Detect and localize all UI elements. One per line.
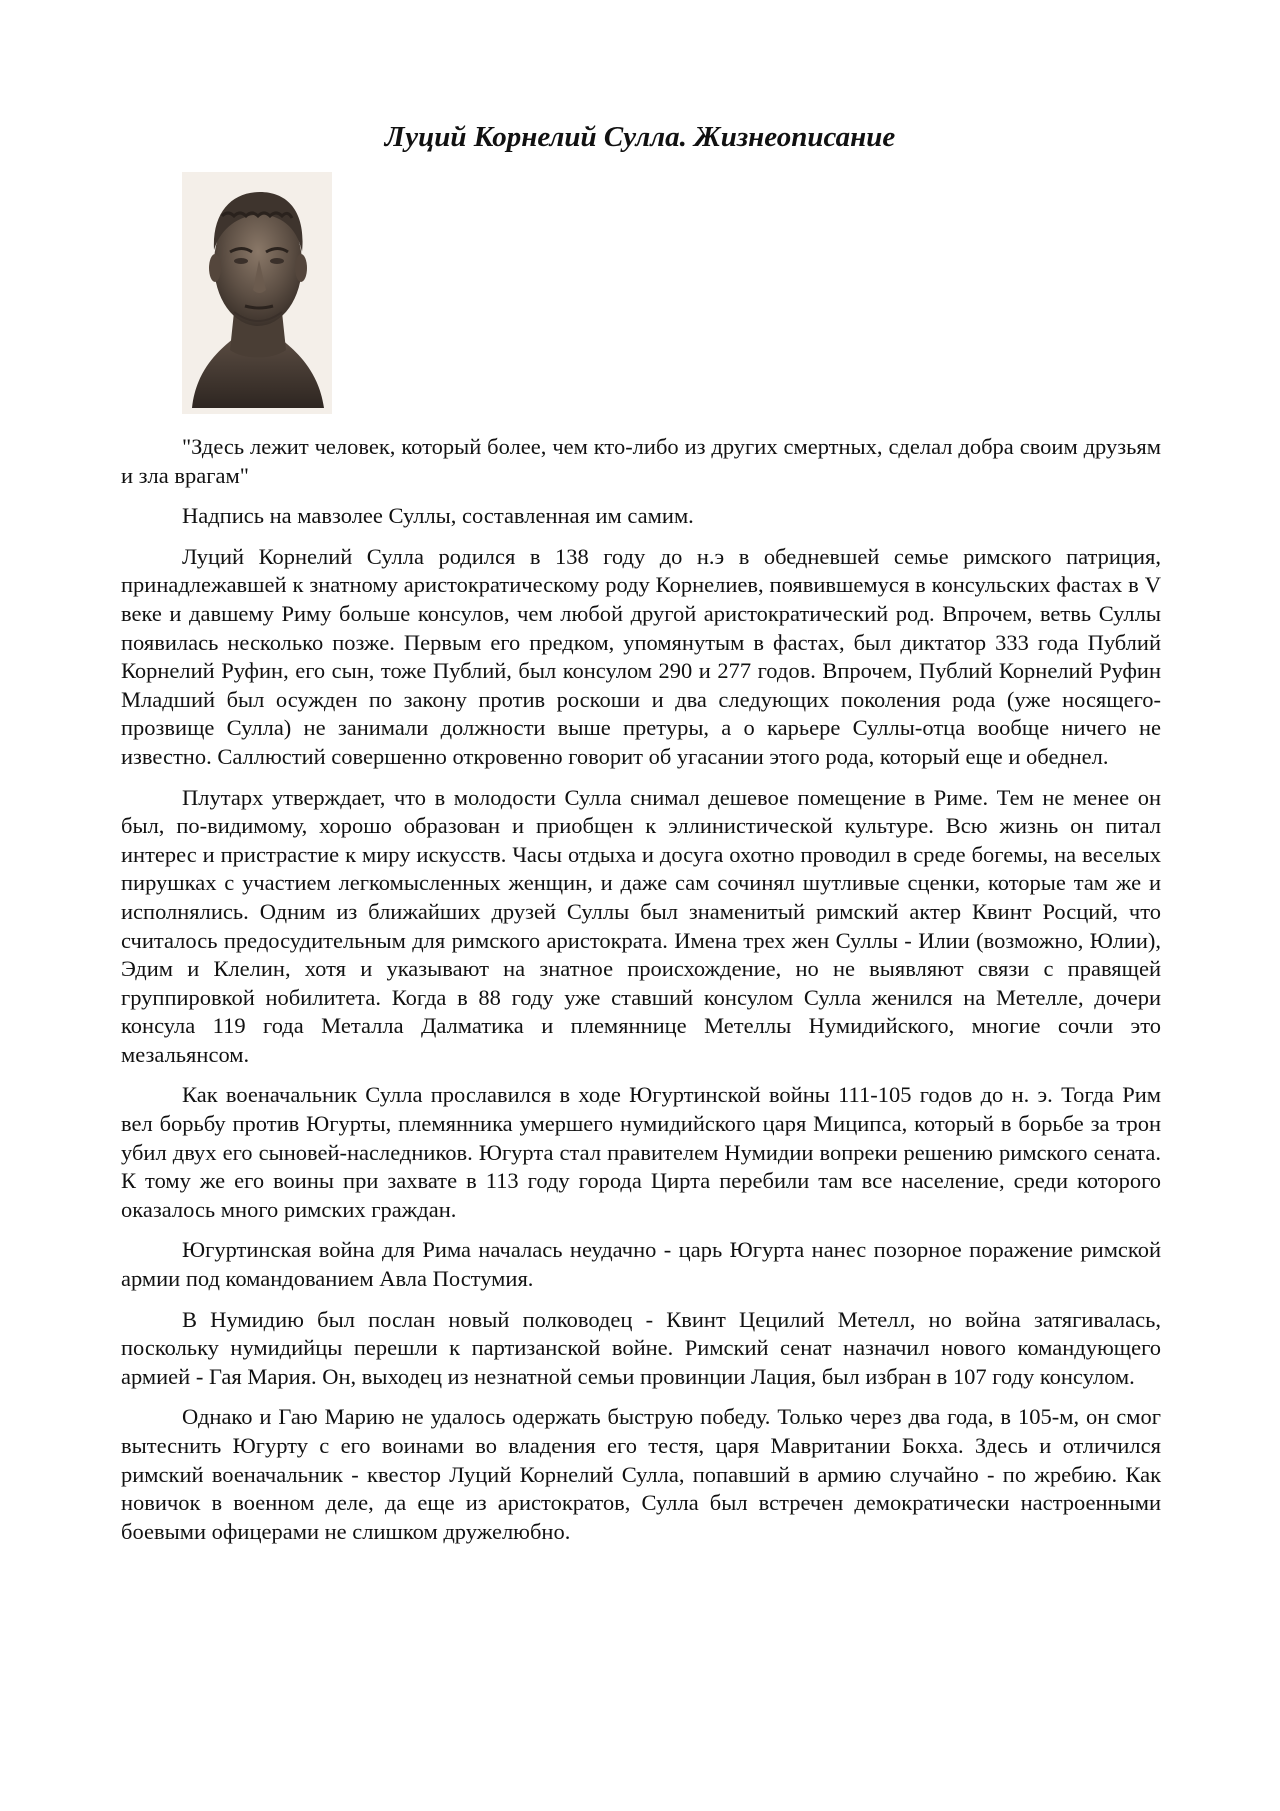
paragraph: Плутарх утверждает, что в молодости Сулла снимал дешевое помещение в Риме. Тем не менее он был, по-видимому, хорошо образован и приобщен к эллинистической культуре. Всю жизнь он питал интерес и пристрастие к миру искусств. Часы отдыха и досуга охотно проводил в среде богемы, на веселых пирушках с участием легкомысленных женщин, и даже сам сочинял шутливые сценки, которые там же и исполнялись. Одним из ближайших друзей Суллы был знаменитый римский актер Квинт Росций, что считалось предосудительным для римского аристократа. Имена трех жен Суллы - Илии (возможно, Юлии), Эдим и Клелин, хотя и указывают на знатное происхождение, но не выявляют связи с правящей группировкой нобилитета. Когда в 88 году уже ставший консулом Сулла женился на Метелле, дочери консула 119 года Металла Далматика и племяннице Метеллы Нумидийского, многие сочли это мезальянсом. [121,784,1161,1067]
page-title: Луций Корнелий Сулла. Жизнеописание [384,121,896,153]
document-body [121,433,1161,1558]
paragraph: Однако и Гаю Марию не удалось одержать быструю победу. Только через два года, в 105-м, он смог вытеснить Югурту с его воинами во владения его тестя, царя Мавритании Бокха. Здесь и отличился римский военачальник - квестор Луций Корнелий Сулла, попавший в армию случайно - по жребию. Как новичок в военном деле, да еще из аристократов, Сулла был встречен демократически настроенными боевыми офицерами не слишком дружелюбно. [121,1404,1161,1544]
paragraph: В Нумидию был послан новый полководец - Квинт Цецилий Метелл, но война затягивалась, поскольку нумидийцы перешли к партизанской войне. Римский сенат назначил нового командующего армией - Гая Мария. Он, выходец из незнатной семьи провинции Лация, был избран в 107 году консулом. [121,1306,1161,1389]
epigraph-quote: "Здесь лежит человек, который более, чем кто-либо из других смертных, сделал добра своим друзьям и зла врагам" [121,434,1161,488]
epigraph-source: Надпись на мавзолее Суллы, составленная им самим. [182,503,694,529]
bust-portrait-icon [182,172,332,414]
paragraph: Луций Корнелий Сулла родился в 138 году до н.э в обедневшей семье римского патриция, принадлежавшей к знатному аристократическому роду Корнелиев, появившемуся в консульских фастах в V веке и давшему Риму больше консулов, чем любой другой аристократический род. Впрочем, ветвь Суллы появилась несколько позже. Первым его предком, упомянутым в фастах, был диктатор 333 года Публий Корнелий Руфин, его сын, тоже Публий, был консулом 290 и 277 годов. Впрочем, Публий Корнелий Руфин Младший был осужден по закону против роскоши и два следующих поколения рода (уже носящего-прозвище Сулла) не занимали должности выше претуры, а о карьере Суллы-отца вообще ничего не известно. Саллюстий совершенно откровенно говорит об угасании этого рода, который еще и обеднел. [121,543,1161,769]
paragraph: Югуртинская война для Рима началась неудачно - царь Югурта нанес позорное поражение римской армии под командованием Авла Постумия. [121,1237,1161,1292]
bust-portrait-icon [182,172,332,414]
paragraph: Как военачальник Сулла прославился в ходе Югуртинской войны 111-105 годов до н. э. Тогда Рим вел борьбу против Югурты, племянника умершего нумидийского царя Миципса, который в борьбе за трон убил двух его сыновей-наследников. Югурта стал правителем Нумидии вопреки решению римского сената. К тому же его воины при захвате в 113 году города Цирта перебили там все население, среди которого оказалось много римских граждан. [121,1082,1161,1222]
